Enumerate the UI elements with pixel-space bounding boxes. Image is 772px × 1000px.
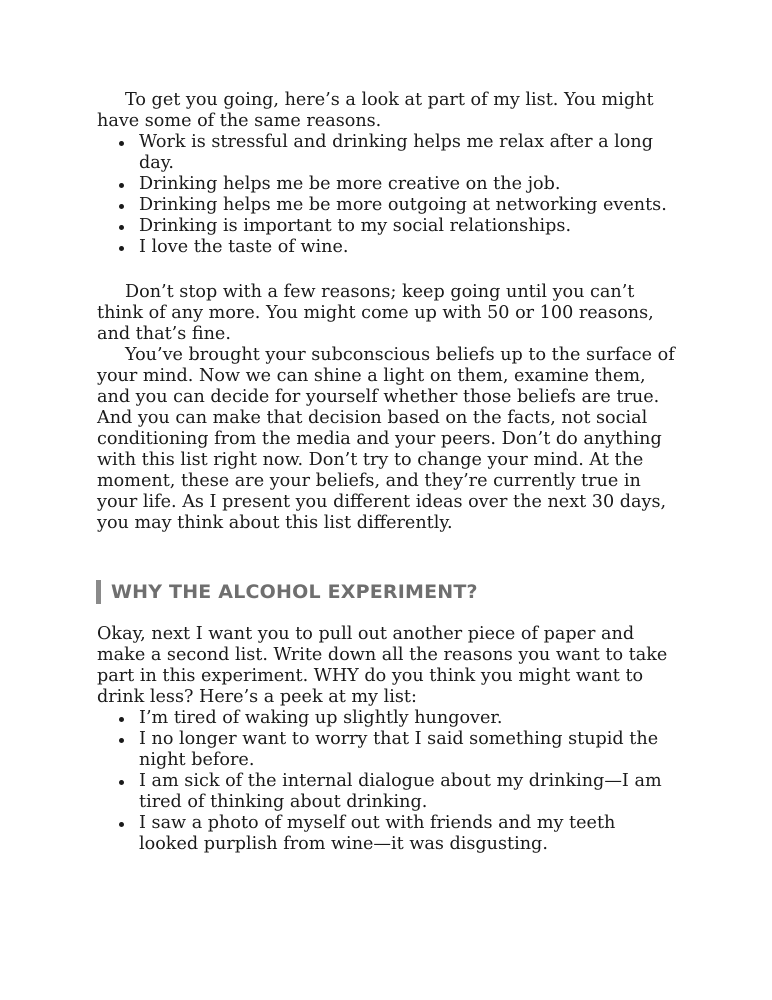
- list-item: I am sick of the internal dialogue about my drinking—I am tired of thinking about drinking.: [97, 771, 677, 813]
- list-item: Drinking helps me be more creative on the job.: [97, 174, 677, 195]
- list-item: I love the taste of wine.: [97, 237, 677, 258]
- section-heading-text: WHY THE ALCOHOL EXPERIMENT?: [111, 581, 478, 603]
- bullet-icon: [119, 204, 124, 209]
- intro-paragraph: To get you going, here’s a look at part of my list. You might have some of the same reasons.: [97, 90, 654, 131]
- section-heading: [96, 580, 677, 604]
- bullet-icon: [119, 738, 124, 743]
- heading-accent-bar: [96, 580, 101, 604]
- bullet-icon: [119, 183, 124, 188]
- list-item: I saw a photo of myself out with friends and my teeth looked purplish from wine—it was disgusting.: [97, 813, 677, 855]
- bullet-icon: [119, 717, 124, 722]
- bullet-icon: [119, 246, 124, 251]
- bullet-icon: [119, 822, 124, 827]
- list-item: Work is stressful and drinking helps me relax after a long day.: [97, 132, 677, 174]
- reasons-list-2: [97, 708, 677, 855]
- bullet-icon: [119, 780, 124, 785]
- bullet-icon: [119, 141, 124, 146]
- book-page: [97, 90, 677, 855]
- reasons-list-1: [97, 132, 677, 258]
- bullet-icon: [119, 225, 124, 230]
- list-item: Drinking is important to my social relationships.: [97, 216, 677, 237]
- list-item: I no longer want to worry that I said something stupid the night before.: [97, 729, 677, 771]
- paragraph-subconscious-beliefs: You’ve brought your subconscious beliefs up to the surface of your mind. Now we can shine a light on them, examine them, and you can decide for yourself whether those beliefs are true. And you can make that decision based on the facts, not social conditioning from the media and your peers. Don’t do anything with this list right now. Don’t try to change your mind. At the moment, these are your beliefs, and they’re currently true in your life. As I present you different ideas over the next 30 days, you may think about this list differently.: [97, 345, 675, 533]
- paragraph-second-list: Okay, next I want you to pull out another piece of paper and make a second list. Write down all the reasons you want to take part in this experiment. WHY do you think you might want to drink less? Here’s a peek at my list:: [97, 624, 668, 707]
- list-item: I’m tired of waking up slightly hungover.: [97, 708, 677, 729]
- list-item: Drinking helps me be more outgoing at networking events.: [97, 195, 677, 216]
- paragraph-keep-going: Don’t stop with a few reasons; keep going until you can’t think of any more. You might come up with 50 or 100 reasons, and that’s fine.: [97, 282, 654, 344]
